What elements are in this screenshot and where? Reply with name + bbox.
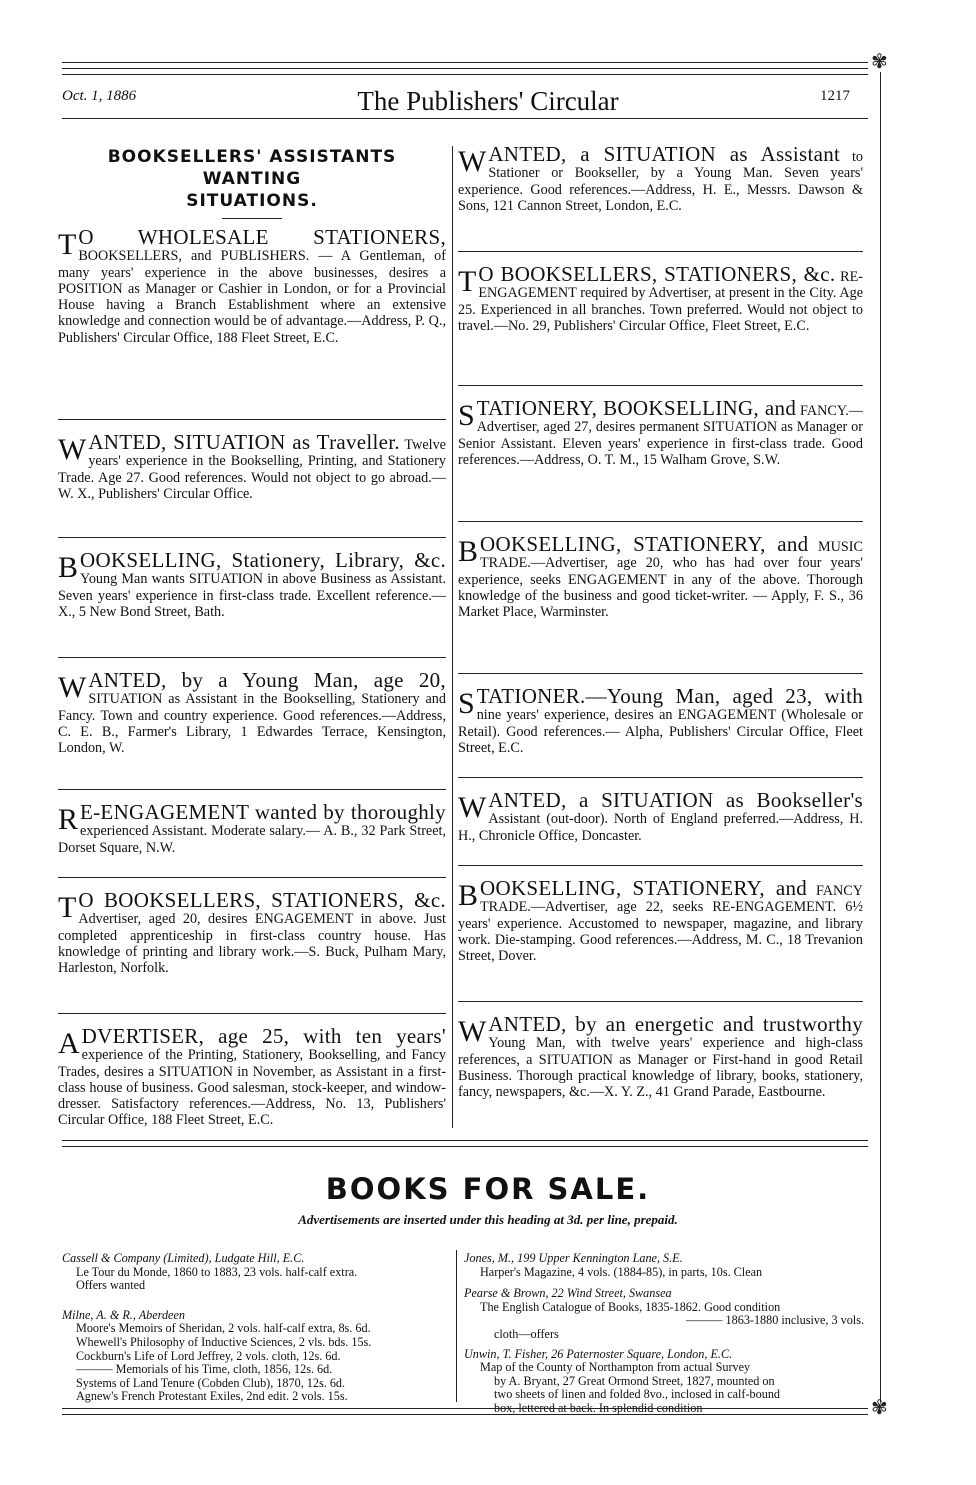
ad-lead: OOKSELLING, STATIONERY, and [480,880,808,900]
initial: R [58,804,79,836]
seller-name: Cassell & Company (Limited), Ludgate Hill, E.C. [62,1251,305,1265]
ad-body: FANCY TRADE.—Advertiser, age 22, seeks RE-ENGAGEMENT. 6½ years' experience. Accustomed to newspaper, magazine, and library work. Die-stamping. Good references.—Address, M. C., 18 Trevanion Street, Dover. [458,883,863,965]
sale-item: ——— 1863-1880 inclusive, 3 vols. [685,1313,864,1328]
seller-name: Pearse & Brown, 22 Wind Street, Swansea [464,1286,672,1301]
books-for-sale-subtitle: Advertisements are inserted under this heading at 3d. per line, prepaid. [298,1212,678,1227]
ad-body: experienced Assistant. Moderate salary.— A. B., 32 Park Street, Dorset Square, N.W. [58,823,446,856]
initial: A [58,1028,80,1060]
sale-item: Map of the County of Northampton from actual Survey [480,1360,751,1375]
initial: W [458,1016,487,1048]
sale-item: Offers wanted [76,1278,146,1293]
ad-separator [58,1013,446,1014]
right-ad-7 [458,880,863,988]
ad-lead: E-ENGAGEMENT wanted by thoroughly [80,804,446,824]
ad-separator [458,521,863,522]
sale-item: cloth—offers [494,1326,559,1341]
ad-separator [458,673,863,674]
right-ad-1 [458,146,863,238]
ad-body: SITUATION as Assistant in the Bookselling, Stationery and Fancy. Town and country experience. Good references.—Address, C. E. B., Farmer's Library, 1 Edwardes Terrace, Kensington, London, W. [58,691,446,757]
initial: S [458,400,475,432]
initial: W [58,434,87,466]
initial: S [458,688,475,720]
sale-item: The English Catalogue of Books, 1835-1862. Good condition [480,1299,781,1314]
sale-rule-2 [62,1146,868,1147]
sale-item: ——— Memorials of his Time, cloth, 1856, 12s. 6d. [76,1362,333,1377]
ad-body: nine years' experience, desires an ENGAGEMENT (Wholesale or Retail). Good references.— Alpha, Publishers' Circular Office, Fleet Street, E.C. [458,707,863,756]
section-heading-line2: SITUATIONS. [186,191,318,211]
ad-body: Twelve years' experience in the Bookselling, Printing, and Stationery Trade. Age 27. Good references. Would not object to go abroad.—W. X., Publishers' Circular Office. [58,437,446,502]
initial: T [58,229,77,261]
left-column [58,146,446,1170]
right-ad-2 [458,266,863,372]
left-ad-6 [58,892,446,1000]
ad-separator [58,419,446,420]
left-ad-1 [58,229,446,405]
sale-item: by A. Bryant, 27 Great Ormond Street, 1827, mounted on [494,1373,775,1388]
ad-separator [58,657,446,658]
seller-name: Unwin, T. Fisher, 26 Paternoster Square, London, E.C. [464,1346,733,1361]
left-ad-4 [58,672,446,776]
right-ad-4 [458,536,863,660]
ad-separator [458,777,863,778]
bottom-rule [62,1408,868,1409]
sale-item: two sheets of linen and folded 8vo., inclosed in calf-bound [494,1387,781,1402]
sale-column-divider [456,1250,457,1402]
ad-separator [58,789,446,790]
ad-lead: DVERTISER, age 25, with ten years' [81,1028,446,1048]
sale-left-column [62,1252,450,1404]
header-date: Oct. 1, 1886 [62,88,137,104]
initial: W [58,672,87,704]
ad-lead: OOKSELLING, Stationery, Library, &c. [80,552,446,572]
left-ad-3 [58,552,446,644]
right-ad-8 [458,1016,863,1142]
ad-body: Advertiser, aged 20, desires ENGAGEMENT in above. Just completed apprenticeship in first-class country house. Has knowledge of printing and library work.—S. Buck, Pulham Mary, Harleston, Norfolk. [58,911,446,977]
initial: W [458,146,487,178]
initial: T [58,892,77,924]
sale-item: Cockburn's Life of Lord Jeffrey, 2 vols. cloth, 12s. 6d. [76,1348,341,1363]
ad-lead: TATIONER.—Young Man, aged 23, with [476,688,863,708]
sale-item: Systems of Land Tenure (Cobden Club), 1870, 12s. 6d. [76,1375,346,1390]
sale-item: Le Tour du Monde, 1860 to 1883, 23 vols. half-calf extra. [76,1264,358,1279]
sale-item: Whewell's Philosophy of Inductive Sciences, 2 vls. bds. 15s. [76,1334,372,1349]
ad-body: BOOKSELLERS, and PUBLISHERS. — A Gentleman, of many years' experience in the above businesses, desires a POSITION as Manager or Cashier in London, or for a Provincial House having a Branch Establishment where an extensive knowledge and connection would be of advantage.—Address, P. Q., Publishers' Circular Office, 188 Fleet Street, E.C. [58,248,446,346]
ad-separator [458,865,863,866]
corner-ornament-icon: ✾ [871,51,888,73]
ad-lead: OOKSELLING, STATIONERY, and [480,536,809,556]
ad-lead: ANTED, a SITUATION as Assistant [488,146,841,166]
header-rule [62,118,868,119]
ad-body: Young Man, with twelve years' experience and high-class references, a SITUATION as Manager or First-hand in good Retail Business. Thorough practical knowledge of library, books, stationery, fancy, newspapers, &c.—X. Y. Z., 41 Grand Parade, Eastbourne. [458,1035,863,1101]
left-ad-2 [58,434,446,524]
sale-right-column [464,1252,864,1416]
ad-lead: TATIONERY, BOOKSELLING, and [476,400,797,420]
top-rule-2 [62,68,868,69]
ad-lead: ANTED, by an energetic and trustworthy [488,1016,863,1036]
section-heading [58,146,446,212]
right-ad-3 [458,400,863,508]
ad-body: Young Man wants SITUATION in above Business as Assistant. Seven years' experience in first-class trade. Excellent reference.—X., 5 New Bond Street, Bath. [58,571,446,620]
bottom-rule-2 [62,1414,868,1415]
ad-body: FANCY.—Advertiser, aged 27, desires permanent SITUATION as Manager or Senior Assistant. Eleven years' experience in first-class trade. Good references.—Address, O. T. M., 15 Walham Grove, S.W. [458,403,863,468]
ad-body: RE-ENGAGEMENT required by Advertiser, at present in the City. Age 25. Experienced in all branches. Town preferred. Would not object to travel.—No. 29, Publishers' Circular Office, Fleet Street, E.C. [458,269,863,334]
ad-separator [458,385,863,386]
initial: T [458,266,477,298]
page-number: 1217 [820,88,850,104]
ad-separator [458,1001,863,1002]
ad-separator [458,251,863,252]
sale-item: Harper's Magazine, 4 vols. (1884-85), in parts, 10s. Clean [480,1264,763,1279]
right-ad-5 [458,688,863,764]
sale-item: Moore's Memoirs of Sheridan, 2 vols. half-calf extra, 8s. 6d. [76,1321,371,1336]
initial: B [458,880,479,912]
sale-item: Agnew's French Protestant Exiles, 2nd edit. 2 vols. 15s. [76,1389,348,1404]
ad-lead: O WHOLESALE STATIONERS, [78,229,446,249]
seller-name: Milne, A. & R., Aberdeen [62,1307,185,1322]
books-for-sale-title: BOOKS FOR SALE. [325,1172,651,1206]
ad-body: to Stationer or Bookseller, by a Young Man. Seven years' experience. Good references.—Address, H. E., Messrs. Dawson & Sons, 121 Cannon Street, London, E.C. [458,149,863,214]
section-heading-line1: BOOKSELLERS' ASSISTANTS WANTING [107,147,397,189]
initial: B [58,552,79,584]
right-column [458,146,863,1142]
section-short-rule [222,218,282,219]
ad-lead: ANTED, by a Young Man, age 20, [88,672,446,692]
ad-lead: O BOOKSELLERS, STATIONERS, &c. [478,266,836,286]
ad-lead: O BOOKSELLERS, STATIONERS, &c. [78,892,446,912]
seller-name: Jones, M., 199 Upper Kennington Lane, S.E. [464,1251,683,1265]
ad-body: experience of the Printing, Stationery, Bookselling, and Fancy Trades, desires a SITUATION in November, as Assistant in a first-class house of business. Good salesman, stock-keeper, and window-dresser. Satisfactory references.—Address, No. 13, Publishers' Circular Office, 188 Fleet Street, E.C. [58,1047,446,1129]
ad-body: MUSIC TRADE.—Advertiser, age 20, who has had over four years' experience, seeks ENGAGEMENT in any of the above. Thorough knowledge of the business and good ticket-writer. — Apply, F. S., 36 Market Place, Warminster. [458,539,863,621]
ad-body: Assistant (out-door). North of England preferred.—Address, H. H., Chronicle Office, Doncaster. [458,811,863,844]
initial: W [458,792,487,824]
ad-separator [58,877,446,878]
left-ad-5 [58,804,446,864]
ad-lead: ANTED, SITUATION as Traveller. [88,434,400,454]
initial: B [458,536,479,568]
page-title: The Publishers' Circular [357,86,619,116]
sale-item: box, lettered at back. In splendid condition [494,1400,703,1415]
column-divider [452,146,453,1128]
sale-rule-1 [62,1140,868,1141]
bottom-ornament-icon: ✾ [871,1397,888,1419]
ad-lead: ANTED, a SITUATION as Bookseller's [488,792,863,812]
top-rule-1 [62,62,868,63]
left-ad-7 [58,1028,446,1170]
top-rule-3 [62,74,868,75]
ad-separator [58,537,446,538]
right-ad-6 [458,792,863,852]
